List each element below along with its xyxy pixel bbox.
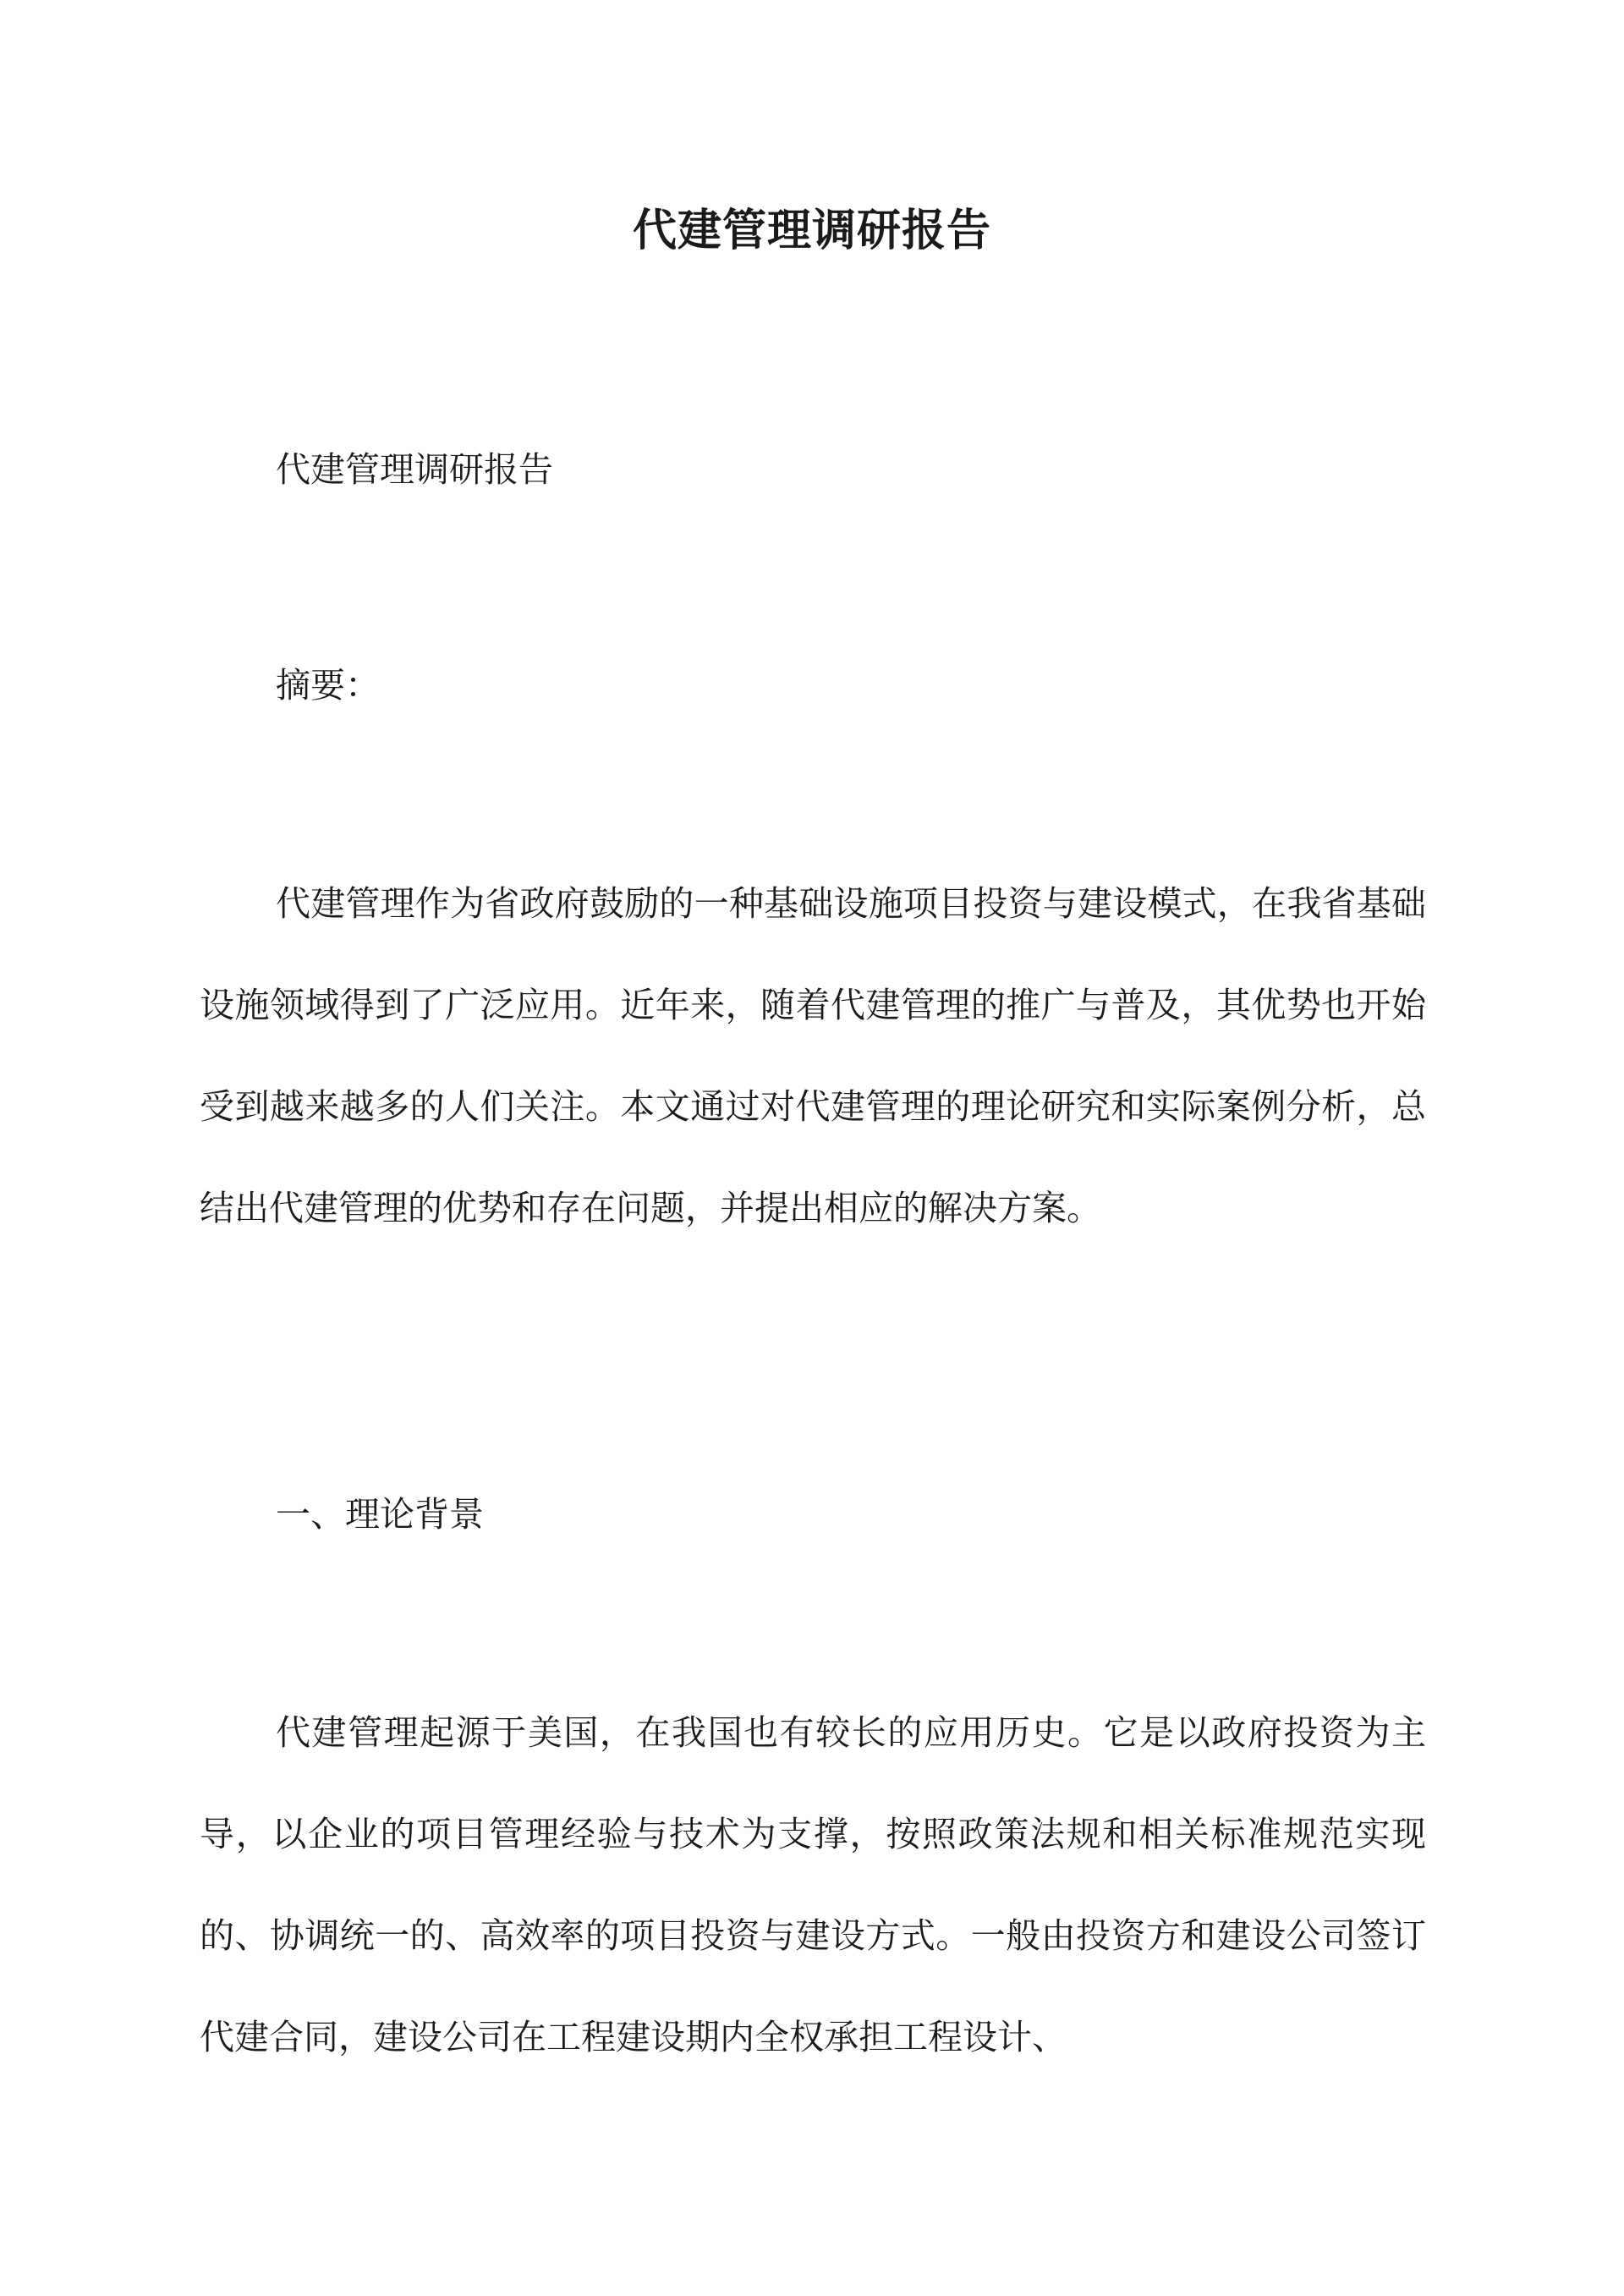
document-title: 代建管理调研报告 (632, 205, 991, 256)
abstract-label: 摘要： (276, 665, 380, 706)
abstract-paragraph: 代建管理作为省政府鼓励的一种基础设施项目投资与建设模式，在我省基础设施领域得到了广泛应用。近年来，随着代建管理的推广与普及，其优势也开始受到越来越多的人们关注。本文通过对代建管理的理论研究和实际案例分析，总结出代建管理的优势和存在问题，并提出相应的解决方案。 (200, 883, 1426, 1228)
section-paragraph: 代建管理起源于美国，在我国也有较长的应用历史。它是以政府投资为主导，以企业的项目管理经验与技术为支撑，按照政策法规和相关标准规范实现的、协调统一的、高效率的项目投资与建设方式。一般由投资方和建设公司签订代建合同，建设公司在工程建设期内全权承担工程设计、 (200, 1712, 1426, 2057)
section-heading: 一、理论背景 (276, 1494, 484, 1535)
document-subtitle: 代建管理调研报告 (276, 449, 553, 490)
